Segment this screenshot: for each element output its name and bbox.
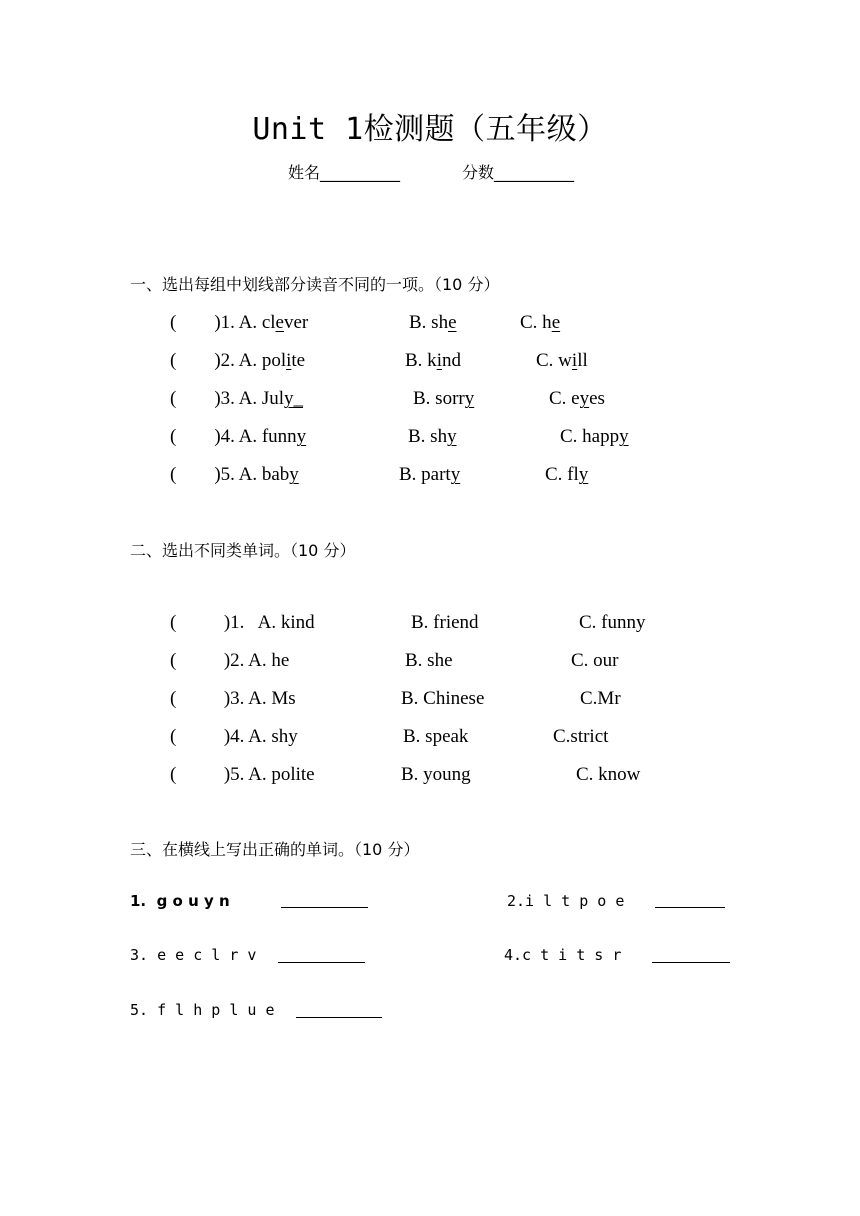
s1-q1-option-b: B. she: [409, 312, 457, 333]
s2-q3-option-a: ( )3. A. Ms: [170, 688, 296, 709]
name-field-label: 姓名__________: [288, 163, 401, 182]
s1-q4-option-c: C. happy: [560, 426, 629, 447]
s2-q1-option-a: ( )1. A. kind: [170, 612, 315, 633]
page-title: Unit 1检测题（五年级）: [252, 112, 608, 147]
s2-q3-option-c: C.Mr: [580, 688, 621, 709]
s3-item-1-letters: 1. g o u y n: [130, 892, 230, 910]
s2-q2-option-b: B. she: [405, 650, 453, 671]
section-3-heading: 三、在横线上写出正确的单词。（10 分）: [130, 840, 420, 859]
s3-item-3-letters: 3. e e c l r v: [130, 946, 257, 964]
s2-q4-option-a: ( )4. A. shy: [170, 726, 298, 747]
s2-q1-option-c: C. funny: [579, 612, 646, 633]
s1-q1-option-c: C. he: [520, 312, 561, 333]
s3-item-2-letters: 2.i l t p o e: [507, 892, 625, 910]
s1-q5-option-b: B. party: [399, 464, 461, 485]
s1-q3-option-c: C. eyes: [549, 388, 605, 409]
s2-q4-option-b: B. speak: [403, 726, 469, 747]
s1-q3-option-a: ( )3. A. July_: [170, 388, 304, 409]
s1-q1-option-a: ( )1. A. clever: [170, 312, 309, 333]
s3-item-5-answer-line[interactable]: [296, 1017, 382, 1018]
s1-q2-option-b: B. kind: [405, 350, 461, 371]
s3-item-3-answer-line[interactable]: [278, 962, 365, 963]
s2-q5-option-a: ( )5. A. polite: [170, 764, 315, 785]
s2-q3-option-b: B. Chinese: [401, 688, 485, 709]
s1-q2-option-a: ( )2. A. polite: [170, 350, 306, 371]
s2-q2-option-a: ( )2. A. he: [170, 650, 290, 671]
score-field-label: 分数__________: [462, 163, 575, 182]
s1-q4-option-b: B. shy: [408, 426, 457, 447]
s1-q4-option-a: ( )4. A. funny: [170, 426, 307, 447]
s2-q5-option-b: B. young: [401, 764, 471, 785]
s3-item-4-letters: 4.c t i t s r: [504, 946, 622, 964]
s3-item-4-answer-line[interactable]: [652, 962, 730, 963]
s3-item-5-letters: 5. f l h p l u e: [130, 1001, 275, 1019]
s3-item-1-answer-line[interactable]: [281, 907, 368, 908]
section-2-heading: 二、选出不同类单词。（10 分）: [130, 541, 356, 560]
s1-q5-option-c: C. fly: [545, 464, 589, 485]
s3-item-2-answer-line[interactable]: [655, 907, 725, 908]
s2-q4-option-c: C.strict: [553, 726, 609, 747]
s2-q1-option-b: B. friend: [411, 612, 479, 633]
s1-q3-option-b: B. sorry: [413, 388, 475, 409]
section-1-heading: 一、选出每组中划线部分读音不同的一项。（10 分）: [130, 275, 500, 294]
s1-q2-option-c: C. will: [536, 350, 588, 371]
s2-q5-option-c: C. know: [576, 764, 641, 785]
s2-q2-option-c: C. our: [571, 650, 619, 671]
s1-q5-option-a: ( )5. A. baby: [170, 464, 299, 485]
